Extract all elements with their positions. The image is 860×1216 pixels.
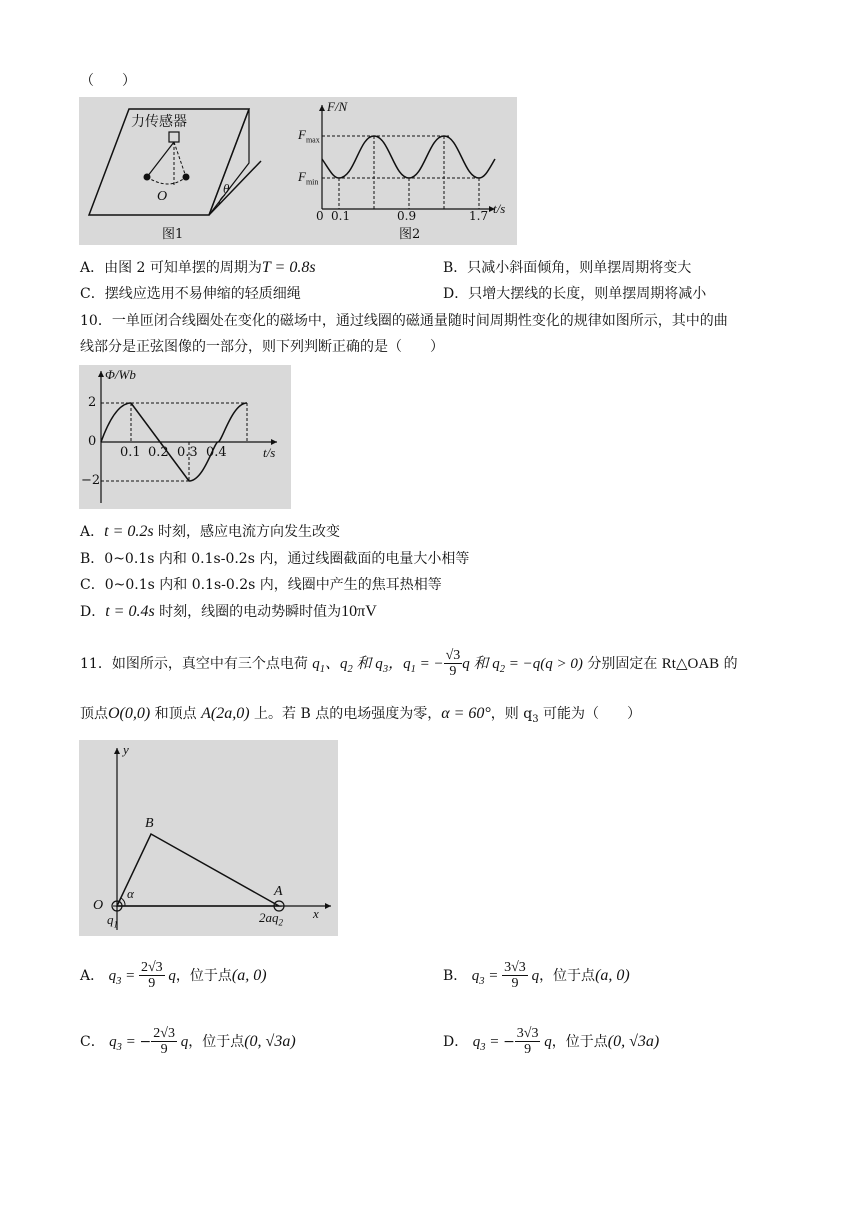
caption-fig1: 图1 <box>162 227 184 242</box>
q11-c-den: 9 <box>160 1042 168 1058</box>
q11-alpha: α = 60° <box>441 705 491 722</box>
flux-x-tick-0.4: 0.4 <box>206 445 227 460</box>
q11-c-pos: ，位于点 <box>188 1033 245 1050</box>
q9-option-c: C．摆线应选用不易伸缩的轻质细绳 <box>80 286 301 302</box>
flux-x-tick-0.3: 0.3 <box>177 445 198 460</box>
flux-y-tick-0: 0 <box>88 434 97 449</box>
y-axis-label: F/N <box>327 99 348 114</box>
q11-d-letter: D． <box>443 1033 469 1050</box>
q11-charges-2: q 和 $q_2 = -q(q > 0)$ <box>462 655 583 675</box>
tri-q1-label: $q_1$ <box>107 912 118 930</box>
q10-a-math: t = 0.2s <box>104 523 154 540</box>
q10-option-d <box>80 601 377 621</box>
flux-y-tick-2: 2 <box>88 395 97 410</box>
q11-d-num: 3√3 <box>516 1026 539 1041</box>
q9-option-b: B．只减小斜面倾角，则单摆周期将变大 <box>443 260 692 276</box>
tri-b-label: B <box>145 816 154 831</box>
q10-line2: 线部分是正弦图像的一部分，则下列判断正确的是（ ） <box>80 339 444 355</box>
tick-1.7: 1.7 <box>469 209 489 223</box>
q11-d-point: (0, √3a) <box>607 1032 660 1050</box>
fmin-label <box>298 169 318 187</box>
q11-intro: 11．如图所示，真空中有三个点电荷 <box>80 655 308 672</box>
q11-b-letter: B． <box>443 967 468 984</box>
q11-option-d: D． $q_3$ = − $\frac{3√3}{9}$ q，位于点(0, √3a) <box>443 1026 660 1058</box>
q11-a-frac <box>139 960 165 992</box>
fmax-label <box>298 127 320 145</box>
q10-d-letter: D． <box>80 604 106 620</box>
x-axis-label: t/s <box>493 201 506 216</box>
q9-option-a <box>80 257 316 277</box>
q11-d-sign: − <box>503 1033 515 1050</box>
theta-label: θ <box>223 181 230 196</box>
q11-de: 的 <box>719 655 738 672</box>
tick-0.9: 0.9 <box>397 209 417 223</box>
q10-d-math: t = 0.4s <box>105 603 155 620</box>
q11-c-num: 2√3 <box>153 1026 175 1041</box>
q11-a-pos: ，位于点 <box>175 967 232 984</box>
q10-option-b: B．0~0.1s 内和 0.1s-0.2s 内，通过线圈截面的电量大小相等 <box>80 551 470 567</box>
q11-d-den: 9 <box>524 1042 532 1058</box>
tri-2a-label: $2aq_2$ <box>259 910 283 928</box>
o-label: O <box>157 189 168 204</box>
q11-option-a: A． $q_3$ = $\frac{2√3}{9}$ q，位于点(a, 0) <box>80 960 267 992</box>
q11-c-sign: − <box>139 1033 152 1050</box>
flux-x-tick-0.2: 0.2 <box>148 445 169 460</box>
tri-y-label: y <box>123 742 129 757</box>
tick-0.1: 0.1 <box>331 209 351 223</box>
q11-maybe: 可能为（ ） <box>538 706 642 722</box>
q11-option-c: C． $q_3$ = − $\frac{2√3}{9}$ q，位于点(0, √3a) <box>80 1026 296 1058</box>
q11-a-letter: A． <box>80 967 105 984</box>
q10-option-a <box>80 521 340 541</box>
q9-option-d: D．只增大摆线的长度，则单摆周期将减小 <box>443 286 707 302</box>
tri-o-label: O <box>93 898 104 913</box>
q11-d-pos: ，位于点 <box>551 1033 608 1050</box>
q10-d-value: 10πV <box>341 603 377 620</box>
tri-2a-text: 2a <box>259 910 272 925</box>
q11-condition: 上。若 B 点的电场强度为零， <box>249 706 442 722</box>
q9-a-math: T = 0.8s <box>261 259 316 276</box>
flux-x-tick-0.1: 0.1 <box>120 445 141 460</box>
fmax-sub: max <box>305 135 320 145</box>
q11-b-point: (a, 0) <box>595 966 630 984</box>
flux-graph <box>79 365 291 509</box>
q11-line1 <box>80 648 738 685</box>
q11-vertex: 顶点 <box>80 706 108 722</box>
q10-a-text: 时刻，感应电流方向发生改变 <box>153 524 341 540</box>
q11-a-den: 9 <box>148 976 156 992</box>
q11-c-point: (0, √3a) <box>244 1032 296 1050</box>
q10-d-text: 时刻，线圈的电动势瞬时值为 <box>154 604 342 620</box>
q11-b-frac <box>502 960 528 992</box>
q11-a-num: 2√3 <box>140 960 163 975</box>
q11-line2: 顶点O(0,0) 和顶点 A(2a,0) 上。若 B 点的电场强度为零，α = 60°，则 $q_3$ 可能为（ ） <box>80 705 642 725</box>
q11-b-den: 9 <box>511 976 519 992</box>
q9-a-text: A．由图 2 可知单摆的周期为 <box>80 260 262 276</box>
tri-q2-letter: q <box>272 910 279 925</box>
q10-option-c: C．0~0.1s 内和 0.1s-0.2s 内，线圈中产生的焦耳热相等 <box>80 577 442 593</box>
answer-paren: （ ） <box>80 73 136 89</box>
tick-0: 0 <box>316 209 324 223</box>
q11-and: 和顶点 <box>150 706 202 722</box>
q11-charges: $q_1$、$q_2$ 和 $q_3$，$q_1$ = − <box>312 655 444 675</box>
q11-c-frac <box>151 1026 177 1058</box>
q11-a-point: A(2a,0) <box>201 705 250 722</box>
q11-a-point: (a, 0) <box>231 966 267 984</box>
flux-y-label: Φ/Wb <box>105 367 136 382</box>
fmax-letter: F <box>298 127 306 142</box>
q11-then: ，则 q <box>490 706 533 722</box>
caption-fig2: 图2 <box>399 227 421 242</box>
q11-option-b: B． $q_3$ = $\frac{3√3}{9}$ q，位于点(a, 0) <box>443 960 630 992</box>
triangle-figure <box>79 740 338 936</box>
tri-a-label: A <box>274 884 283 899</box>
q11-o-point: O(0,0) <box>108 705 151 722</box>
fmin-letter: F <box>298 169 306 184</box>
fmin-sub: min <box>305 177 319 187</box>
pendulum-figure <box>79 97 517 245</box>
q11-b-pos: ，位于点 <box>539 967 596 984</box>
q11-triangle: Rt△OAB <box>661 655 720 672</box>
q11-c-letter: C． <box>80 1033 105 1050</box>
q10-line1: 10．一单匝闭合线圈处在变化的磁场中，通过线圈的磁通量随时间周期性变化的规律如图所示，其中的曲 <box>80 313 728 329</box>
flux-y-tick-neg2: −2 <box>81 473 101 488</box>
q11-fixed: 分别固定在 <box>587 655 658 672</box>
flux-x-label: t/s <box>263 445 276 460</box>
sensor-label: 力传感器 <box>131 114 187 130</box>
tri-q1-letter: q <box>107 912 114 927</box>
q11-q1-frac: $\frac{√3}{9}$ <box>445 648 461 680</box>
tri-x-label: x <box>313 906 319 921</box>
q11-d-frac <box>515 1026 541 1058</box>
tri-alpha-label: α <box>127 886 134 901</box>
q10-a-letter: A． <box>80 524 105 540</box>
q11-b-num: 3√3 <box>504 960 526 975</box>
